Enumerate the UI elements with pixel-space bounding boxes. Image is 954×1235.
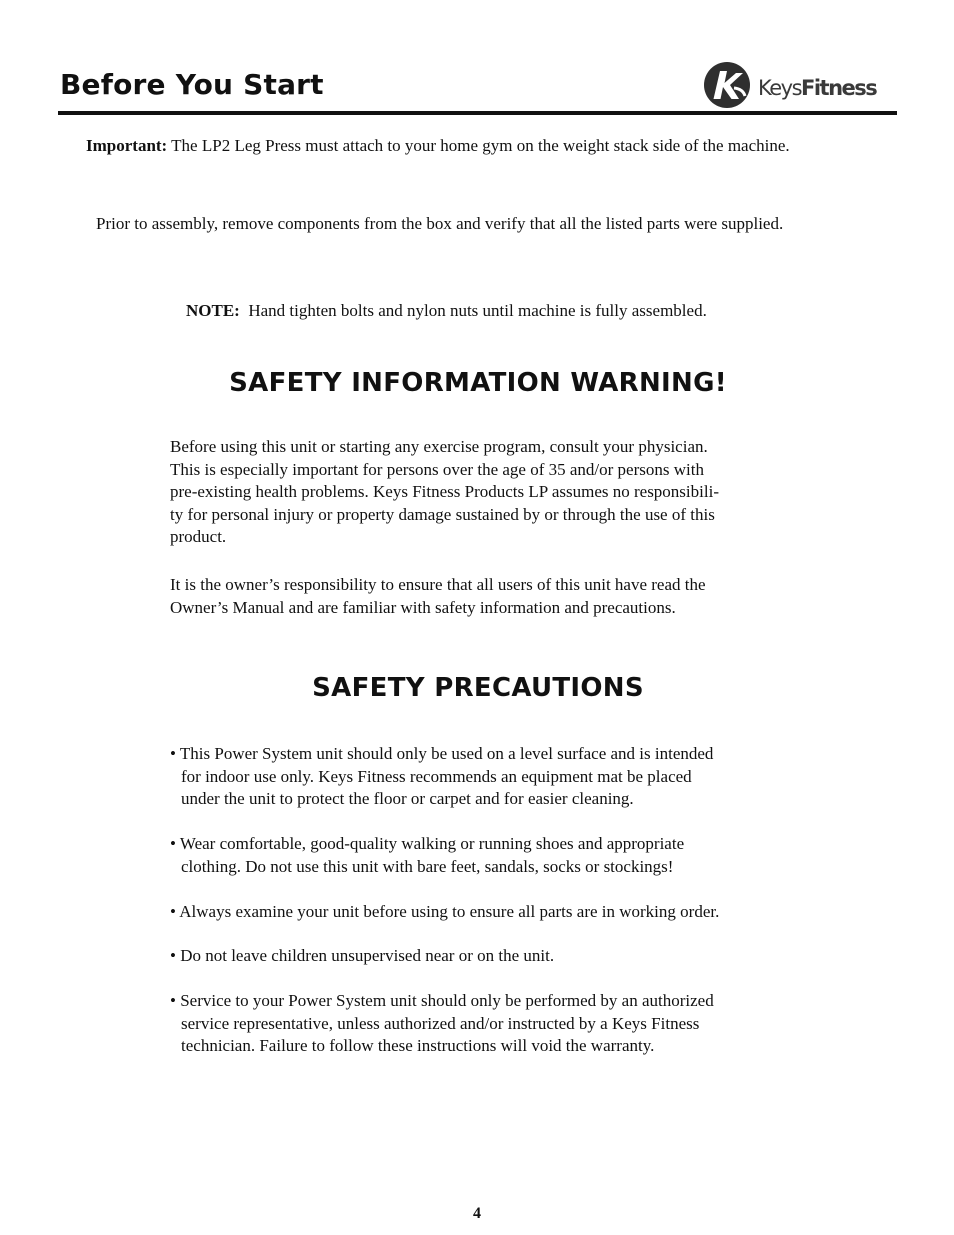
important-text: The LP2 Leg Press must attach to your home gym on the weight stack side of the machine. <box>171 136 790 155</box>
paragraph-line: pre-existing health problems. Keys Fitness Products LP assumes no responsibili- <box>170 482 719 501</box>
warning-paragraph-owner <box>170 574 706 619</box>
precaution-item-level-surface <box>170 743 713 811</box>
bullet-line: clothing. Do not use this unit with bare feet, sandals, socks or stockings! <box>181 856 674 876</box>
precaution-item-service <box>170 990 714 1058</box>
header-rule <box>58 111 897 115</box>
paragraph-line: product. <box>170 527 227 546</box>
bullet-line: • Always examine your unit before using to ensure all parts are in working order. <box>170 902 720 921</box>
wordmark-fitness: Fitness <box>801 76 877 100</box>
note-label: NOTE: <box>186 301 240 320</box>
paragraph-line: ty for personal injury or property damage sustained by or through the use of this <box>170 504 715 524</box>
page-number: 4 <box>473 1205 481 1222</box>
important-label: Important: <box>86 136 168 155</box>
paragraph-line: It is the owner’s responsibility to ensure that all users of this unit have read the <box>170 575 706 594</box>
bullet-line: technician. Failure to follow these instructions will void the warranty. <box>181 1036 655 1055</box>
keys-fitness-logo <box>703 61 899 109</box>
prior-assembly-text: Prior to assembly, remove components from the box and verify that all the listed parts were supplied. <box>96 214 784 233</box>
bullet-line: for indoor use only. Keys Fitness recommends an equipment mat be placed <box>181 766 692 786</box>
bullet-line: • This Power System unit should only be used on a level surface and is intended <box>170 744 714 763</box>
bullet-line: under the unit to protect the floor or carpet and for easier cleaning. <box>181 789 634 808</box>
paragraph-line: Owner’s Manual and are familiar with safety information and precautions. <box>170 597 676 617</box>
bullet-line: • Service to your Power System unit should only be performed by an authorized <box>170 991 714 1010</box>
bullet-line: service representative, unless authorized and/or instructed by a Keys Fitness <box>181 1013 700 1033</box>
keys-fitness-logo-icon <box>703 61 751 109</box>
paragraph-line: This is especially important for persons over the age of 35 and/or persons with <box>170 459 704 479</box>
paragraph-line: Before using this unit or starting any exercise program, consult your physician. <box>170 437 708 456</box>
bullet-line: • Wear comfortable, good-quality walking or running shoes and appropriate <box>170 834 685 853</box>
keys-fitness-wordmark <box>758 76 876 100</box>
precaution-item-examine <box>170 901 719 924</box>
warning-paragraph-physician <box>170 436 719 549</box>
safety-warning-heading: SAFETY INFORMATION WARNING! <box>229 368 727 398</box>
important-notice <box>86 136 790 156</box>
bullet-line: • Do not leave children unsupervised near or on the unit. <box>170 946 555 965</box>
assembly-note <box>186 301 707 321</box>
wordmark-keys: Keys <box>758 76 802 100</box>
safety-precautions-heading: SAFETY PRECAUTIONS <box>312 673 644 703</box>
page-title: Before You Start <box>60 68 324 101</box>
precaution-item-children <box>170 945 554 968</box>
note-text: Hand tighten bolts and nylon nuts until machine is fully assembled. <box>248 301 707 320</box>
precaution-item-shoes <box>170 833 684 878</box>
